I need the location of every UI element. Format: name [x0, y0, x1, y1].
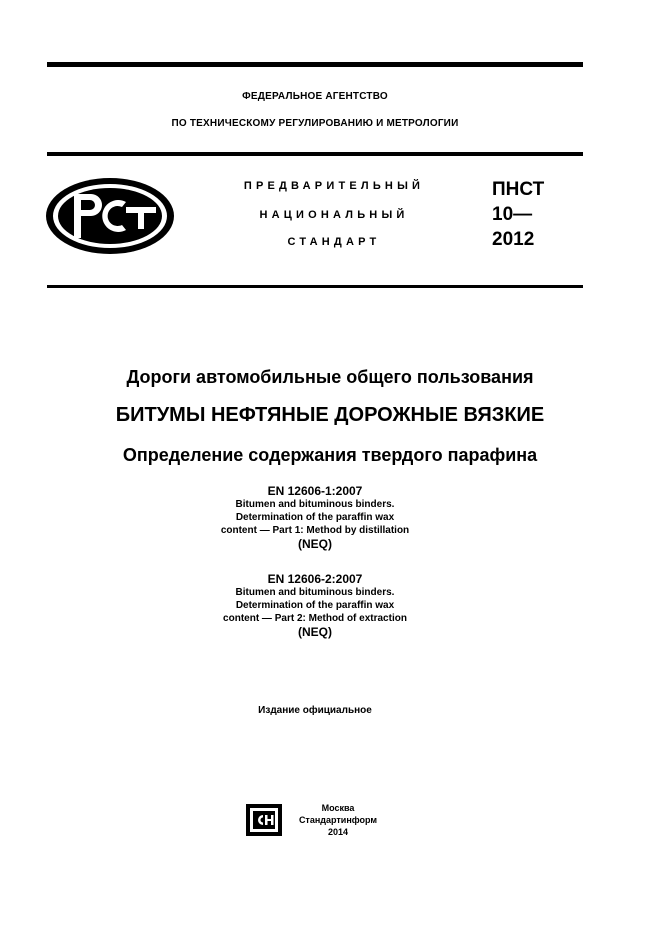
designation-line-1: ПНСТ: [492, 179, 545, 200]
publisher-city: Москва: [321, 803, 355, 813]
title-line-3: Определение содержания твердого парафина: [122, 445, 538, 465]
designation-line-2: 10—: [492, 204, 533, 225]
reference-block-1: [165, 484, 465, 552]
publisher-year: 2014: [327, 827, 349, 837]
standard-type-line-3: СТАНДАРТ: [287, 236, 381, 248]
standard-type-line-2: НАЦИОНАЛЬНЫЙ: [259, 209, 409, 221]
rst-gost-logo-icon: [44, 176, 176, 256]
reference-line: Bitumen and bituminous binders.: [235, 499, 395, 510]
reference-line: Determination of the paraffin wax: [235, 600, 395, 611]
agency-line-2: ПО ТЕХНИЧЕСКОМУ РЕГУЛИРОВАНИЮ И МЕТРОЛОГИИ: [171, 118, 459, 129]
standard-type-line-1: ПРЕДВАРИТЕЛЬНЫЙ: [243, 180, 425, 192]
title-line-2: БИТУМЫ НЕФТЯНЫЕ ДОРОЖНЫЕ ВЯЗКИЕ: [115, 404, 545, 426]
reference-status: (NEQ): [298, 625, 332, 639]
reference-line: content — Part 2: Method of extraction: [223, 613, 407, 624]
reference-line: Bitumen and bituminous binders.: [235, 587, 395, 598]
edition-label: Издание официальное: [258, 705, 372, 716]
reference-code: EN 12606-1:2007: [267, 484, 363, 498]
agency-line-1: ФЕДЕРАЛЬНОЕ АГЕНТСТВО: [242, 91, 388, 102]
reference-block-2: [165, 572, 465, 640]
middle-rule: [47, 152, 583, 156]
publisher-block: [292, 802, 384, 838]
reference-code: EN 12606-2:2007: [267, 572, 363, 586]
top-rule: [47, 62, 583, 67]
designation-line-3: 2012: [492, 229, 535, 250]
standartinform-logo-icon: [246, 804, 282, 836]
publisher-name: Стандартинформ: [298, 815, 378, 825]
reference-line: content — Part 1: Method by distillation: [220, 525, 410, 536]
reference-status: (NEQ): [298, 537, 332, 551]
bottom-rule: [47, 285, 583, 288]
title-line-1: Дороги автомобильные общего пользования: [126, 367, 534, 387]
reference-line: Determination of the paraffin wax: [235, 512, 395, 523]
